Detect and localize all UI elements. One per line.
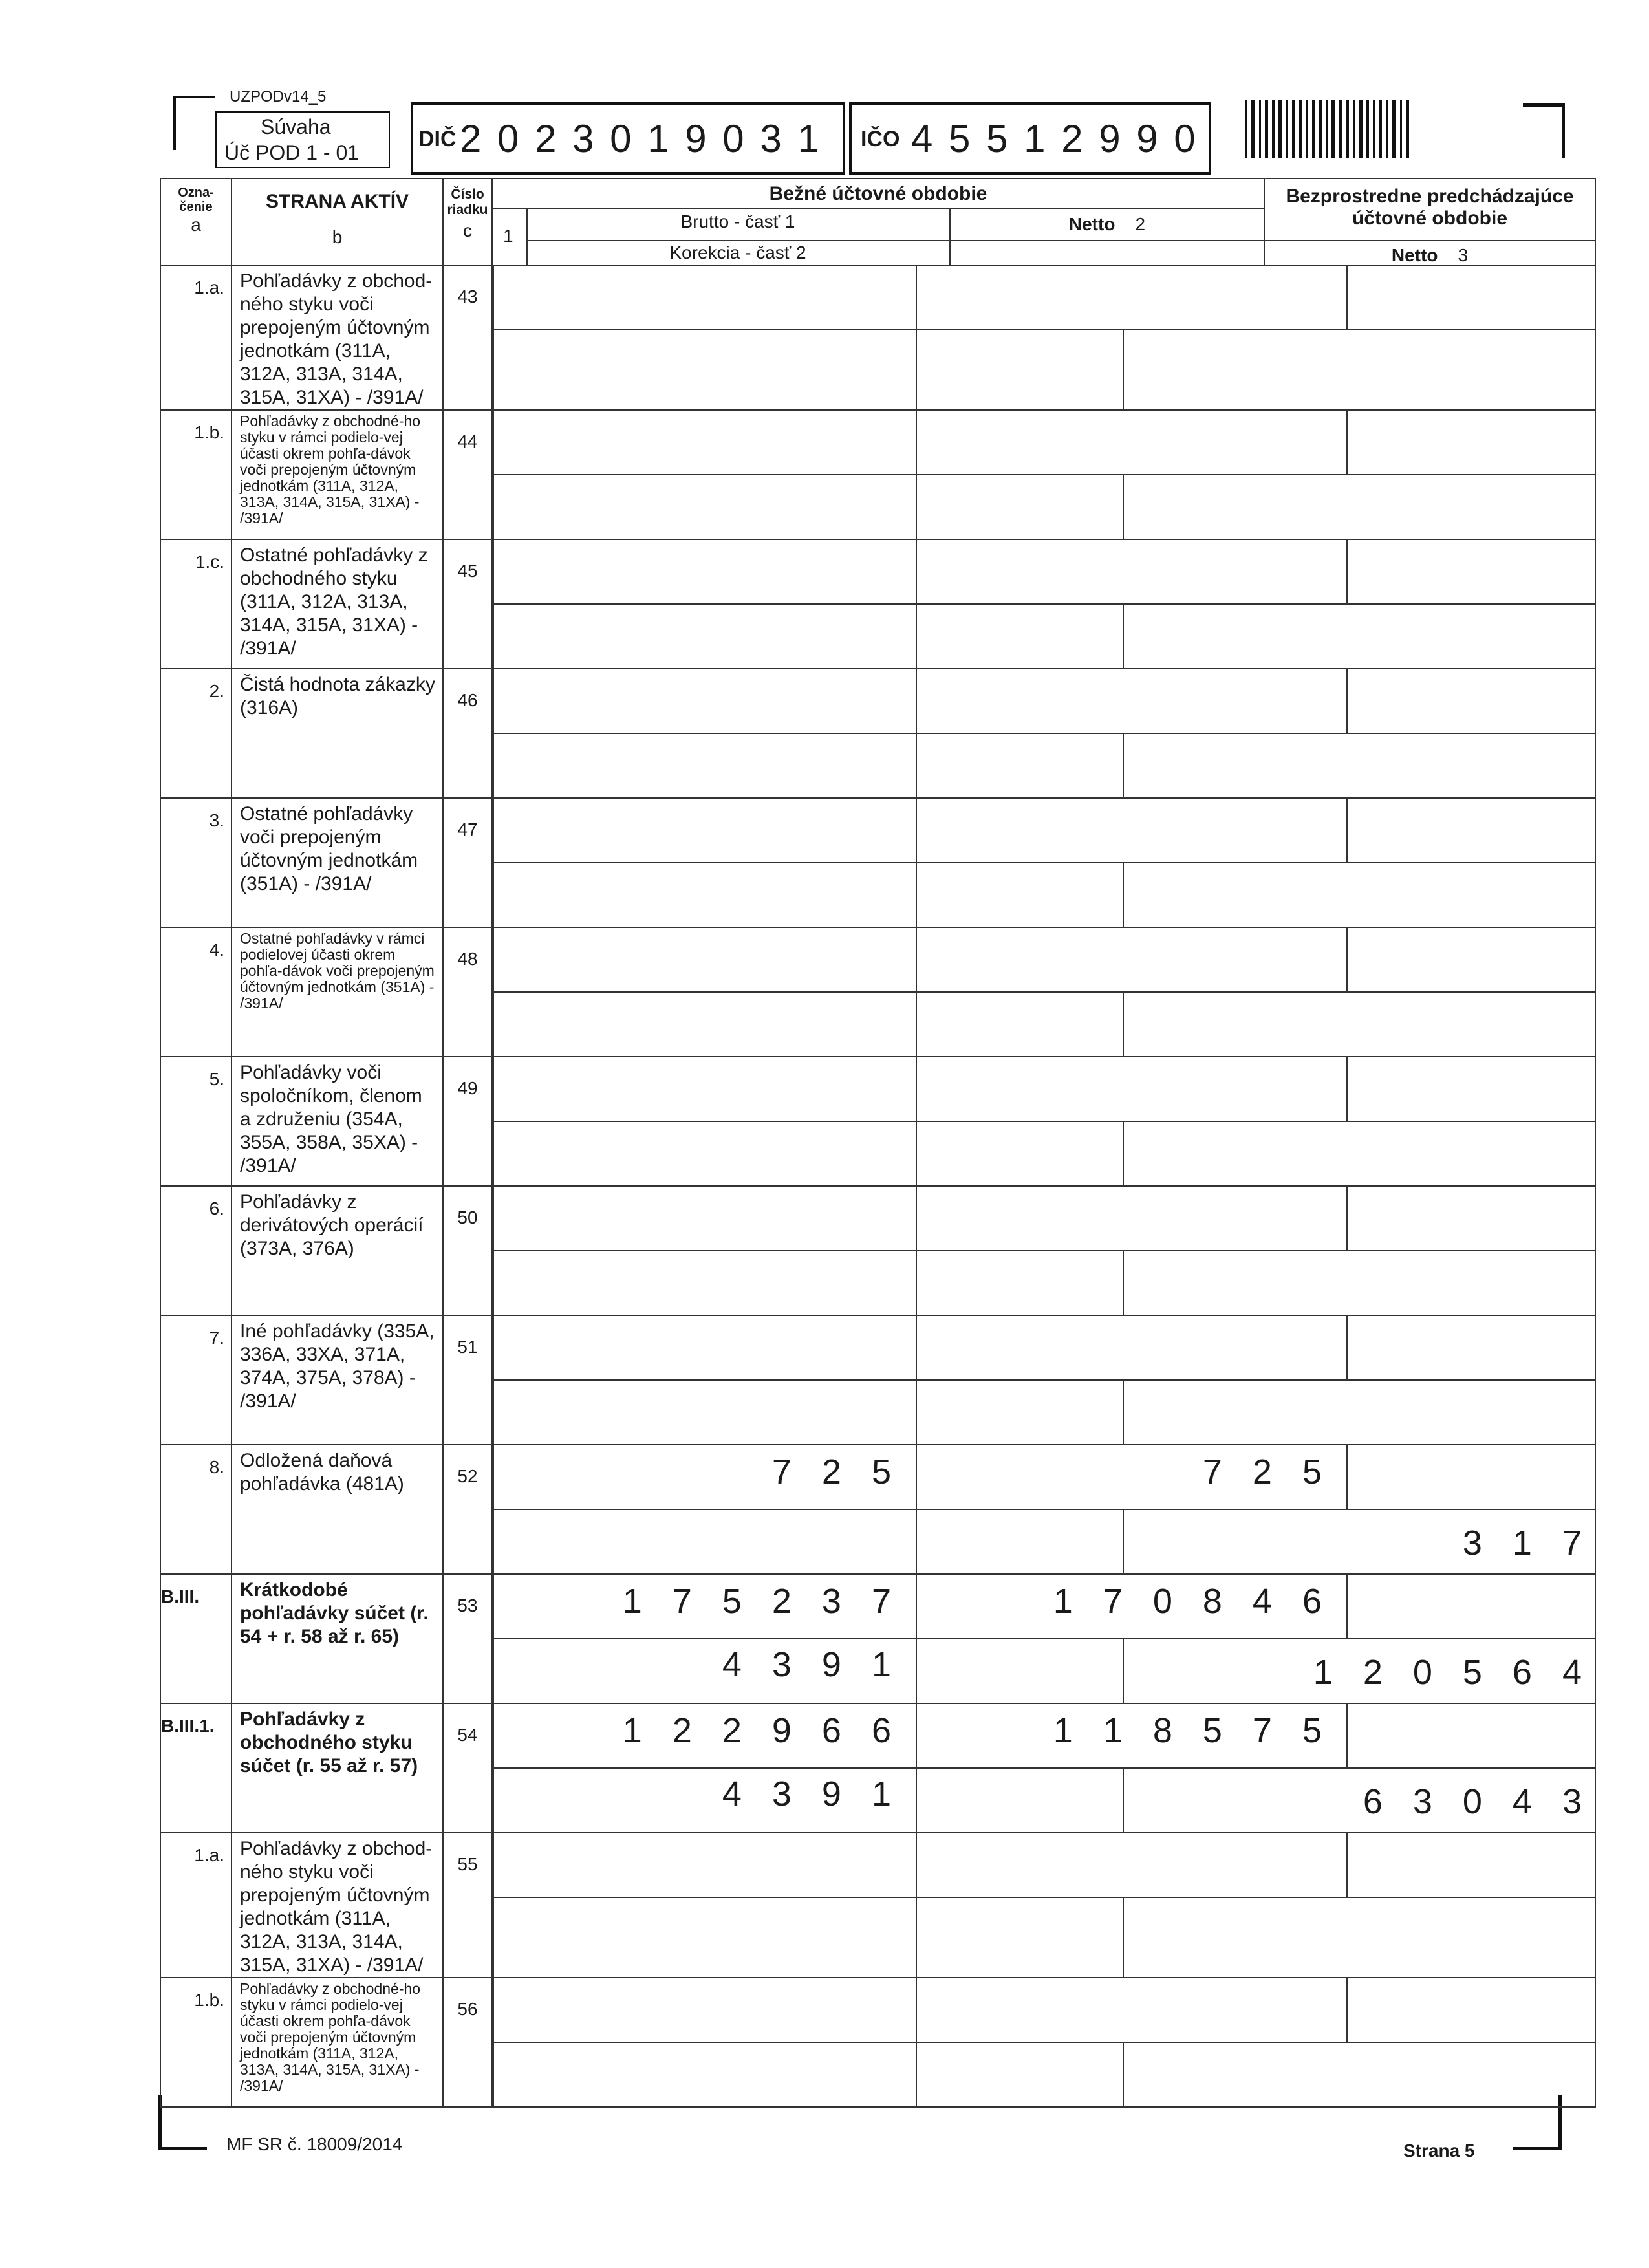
row-description: Ostatné pohľadávky v rámci podielovej účasti okrem pohľa-dávok voči prepojeným účtovným jednotkám (351A) - /391A/ bbox=[232, 927, 443, 1057]
row-label-a: 1.b. bbox=[160, 410, 232, 539]
table-row bbox=[160, 1445, 1595, 1574]
table-row bbox=[160, 1315, 1595, 1445]
row-values bbox=[492, 265, 1595, 410]
table-row bbox=[160, 798, 1595, 927]
row-label-a: 1.a. bbox=[160, 1833, 232, 1978]
row-values bbox=[492, 539, 1595, 669]
row-description: Ostatné pohľadávky z obchodného styku (311A, 312A, 313A, 314A, 315A, 31XA) - /391A/ bbox=[232, 539, 443, 669]
table-row bbox=[160, 669, 1595, 798]
form-subtitle: Úč POD 1 - 01 bbox=[224, 141, 360, 164]
row-values bbox=[492, 1703, 1595, 1833]
row-number: 45 bbox=[443, 539, 492, 669]
row-values bbox=[492, 1186, 1595, 1315]
ico-label: IČO bbox=[861, 127, 900, 151]
row-description: Pohľadávky z obchodné-ho styku v rámci podielo-vej účasti okrem pohľa-dávok voči prepojeným účtovným jednotkám (311A, 312A, 313A, 314A, 315A, 31XA) - /391A/ bbox=[232, 1978, 443, 2107]
korekcia-value: 4 3 9 1 bbox=[722, 1775, 901, 1813]
col-a-header: Ozna- čenie a bbox=[160, 178, 232, 265]
row-label-a: 4. bbox=[160, 927, 232, 1057]
table-row bbox=[160, 927, 1595, 1057]
form-title-box bbox=[215, 111, 390, 168]
table-row bbox=[160, 1186, 1595, 1315]
row-description: Iné pohľadávky (335A, 336A, 33XA, 371A, 374A, 375A, 378A) - /391A/ bbox=[232, 1315, 443, 1445]
row-label-a: 5. bbox=[160, 1057, 232, 1186]
corner-bracket-top-right bbox=[1523, 103, 1565, 158]
row-description: Pohľadávky voči spoločníkom, členom a združeniu (354A, 355A, 358A, 35XA) - /391A/ bbox=[232, 1057, 443, 1186]
row-description: Pohľadávky z derivátových operácií (373A, 376A) bbox=[232, 1186, 443, 1315]
table-row bbox=[160, 539, 1595, 669]
row-label-a: 7. bbox=[160, 1315, 232, 1445]
table-header-row bbox=[160, 178, 1595, 265]
row-values bbox=[492, 1574, 1595, 1703]
row-values bbox=[492, 798, 1595, 927]
row-label-a: 1.a. bbox=[160, 265, 232, 410]
row-description: Pohľadávky z obchodného styku súčet (r. 55 až r. 57) bbox=[232, 1703, 443, 1833]
row-values bbox=[492, 1057, 1595, 1186]
row-number: 43 bbox=[443, 265, 492, 410]
form-title: Súvaha bbox=[261, 115, 331, 138]
row-label-a: B.III.1. bbox=[160, 1703, 232, 1833]
row-values bbox=[492, 927, 1595, 1057]
assets-table bbox=[160, 178, 1596, 2108]
row-number: 56 bbox=[443, 1978, 492, 2107]
prev-netto-value: 6 3 0 4 3 bbox=[1363, 1782, 1592, 1821]
row-description: Čistá hodnota zákazky (316A) bbox=[232, 669, 443, 798]
prev-netto-value: 1 2 0 5 6 4 bbox=[1313, 1653, 1592, 1692]
row-label-a: 2. bbox=[160, 669, 232, 798]
footer-left: MF SR č. 18009/2014 bbox=[226, 2134, 403, 2154]
ico-value: 4 5 5 1 2 9 9 0 bbox=[911, 117, 1198, 160]
barcode-image bbox=[1245, 100, 1413, 158]
row-number: 51 bbox=[443, 1315, 492, 1445]
row-number: 46 bbox=[443, 669, 492, 798]
table-row bbox=[160, 1574, 1595, 1703]
row-description: Krátkodobé pohľadávky súčet (r. 54 + r. 58 až r. 65) bbox=[232, 1574, 443, 1703]
row-number: 44 bbox=[443, 410, 492, 539]
current-period-header: Bežné účtovné obdobie 1 Brutto - časť 1 Korekcia - časť 2 Netto 2 bbox=[492, 178, 1264, 265]
row-number: 55 bbox=[443, 1833, 492, 1978]
row-values bbox=[492, 1833, 1595, 1978]
row-label-a: B.III. bbox=[160, 1574, 232, 1703]
form-code: UZPODv14_5 bbox=[230, 88, 327, 105]
korekcia-value: 4 3 9 1 bbox=[722, 1645, 901, 1684]
row-label-a: 8. bbox=[160, 1445, 232, 1574]
row-values bbox=[492, 410, 1595, 539]
table-row bbox=[160, 1703, 1595, 1833]
row-number: 54 bbox=[443, 1703, 492, 1833]
netto-value: 7 2 5 bbox=[1202, 1453, 1332, 1491]
ico-box bbox=[849, 102, 1211, 175]
row-description: Pohľadávky z obchod-ného styku voči prepojeným účtovným jednotkám (311A, 312A, 313A, 314A, 315A, 31XA) - /391A/ bbox=[232, 1833, 443, 1978]
prev-period-header: Bezprostredne predchádzajúce účtovné obdobie Netto 3 bbox=[1264, 178, 1595, 265]
footer-page-number: Strana 5 bbox=[1403, 2141, 1475, 2161]
dic-box bbox=[411, 102, 845, 175]
table-row bbox=[160, 1833, 1595, 1978]
row-label-a: 6. bbox=[160, 1186, 232, 1315]
corner-bracket-top-left bbox=[173, 96, 215, 150]
row-number: 49 bbox=[443, 1057, 492, 1186]
row-description: Pohľadávky z obchodné-ho styku v rámci podielo-vej účasti okrem pohľa-dávok voči prepojeným účtovným jednotkám (311A, 312A, 313A, 314A, 315A, 31XA) - /391A/ bbox=[232, 410, 443, 539]
table-row bbox=[160, 1057, 1595, 1186]
col-b-header: STRANA AKTÍV b bbox=[232, 178, 443, 265]
row-number: 52 bbox=[443, 1445, 492, 1574]
brutto-value: 1 2 2 9 6 6 bbox=[622, 1711, 901, 1750]
brutto-value: 1 7 5 2 3 7 bbox=[622, 1582, 901, 1621]
table-row bbox=[160, 265, 1595, 410]
row-number: 50 bbox=[443, 1186, 492, 1315]
row-description: Odložená daňová pohľadávka (481A) bbox=[232, 1445, 443, 1574]
table-row bbox=[160, 410, 1595, 539]
row-label-a: 1.c. bbox=[160, 539, 232, 669]
row-values bbox=[492, 669, 1595, 798]
col-c-header: Číslo riadku c bbox=[443, 178, 492, 265]
dic-label: DIČ bbox=[418, 127, 457, 151]
row-description: Pohľadávky z obchod-ného styku voči prepojeným účtovným jednotkám (311A, 312A, 313A, 314A, 315A, 31XA) - /391A/ bbox=[232, 265, 443, 410]
table-row bbox=[160, 1978, 1595, 2107]
row-label-a: 3. bbox=[160, 798, 232, 927]
dic-value: 2 0 2 3 0 1 9 0 3 1 bbox=[460, 117, 822, 160]
row-number: 53 bbox=[443, 1574, 492, 1703]
row-values bbox=[492, 1445, 1595, 1574]
prev-netto-value: 3 1 7 bbox=[1462, 1524, 1592, 1562]
row-number: 47 bbox=[443, 798, 492, 927]
netto-value: 1 1 8 5 7 5 bbox=[1053, 1711, 1332, 1750]
row-number: 48 bbox=[443, 927, 492, 1057]
row-values bbox=[492, 1978, 1595, 2107]
netto-value: 1 7 0 8 4 6 bbox=[1053, 1582, 1332, 1621]
row-description: Ostatné pohľadávky voči prepojeným účtovným jednotkám (351A) - /391A/ bbox=[232, 798, 443, 927]
row-values bbox=[492, 1315, 1595, 1445]
brutto-value: 7 2 5 bbox=[771, 1453, 901, 1491]
row-label-a: 1.b. bbox=[160, 1978, 232, 2107]
